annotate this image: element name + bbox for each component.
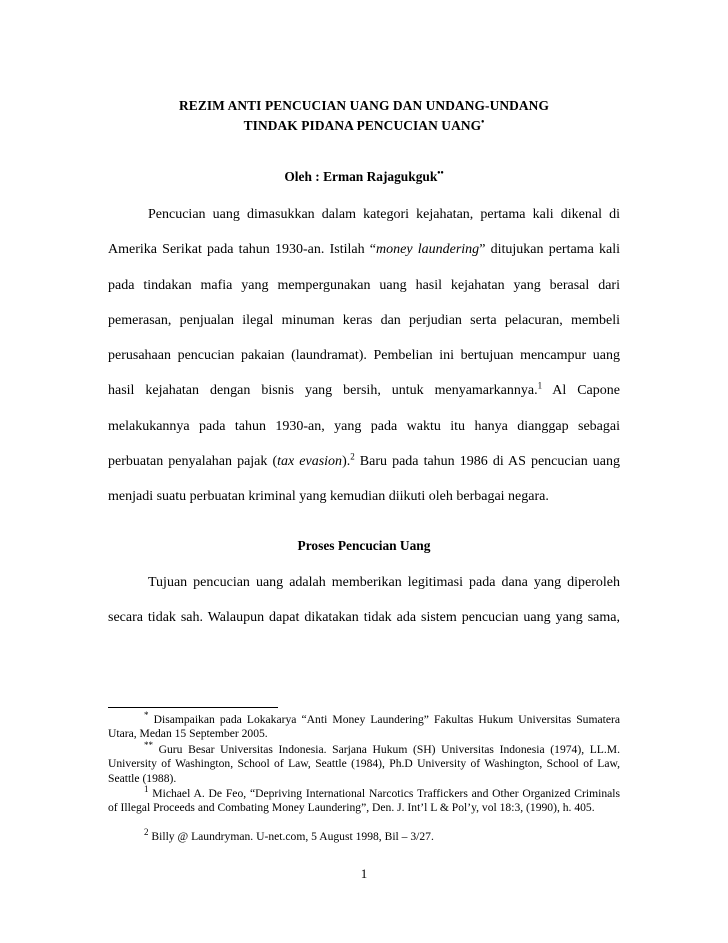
title-line-2 (0, 118, 728, 134)
footnote-item (108, 784, 620, 816)
paragraph-1-line: pada tindakan mafia yang mempergunakan uang hasil kejahatan yang berasal dari (108, 277, 620, 293)
footnote-text: Disampaikan pada Lokakarya “Anti Money Laundering” Fakultas Hukum Universitas Sumatera Utara, Medan 15 September 2005. (108, 713, 620, 741)
paragraph-1-text: hasil kejahatan dengan bisnis yang bersih, untuk menyamarkannya. (108, 383, 538, 399)
footnote-item (108, 710, 620, 742)
footnote-text: Billy @ Laundryman. U-net.com, 5 August 1998, Bil – 3/27. (148, 830, 434, 843)
paragraph-2-line (108, 565, 620, 600)
footnote-item (108, 740, 620, 786)
paragraph-2-line: secara tidak sah. Walaupun dapat dikatakan tidak ada sistem pencucian uang yang sama, (108, 610, 620, 626)
paragraph-1-text: perbuatan penyalahan pajak ( (108, 454, 278, 470)
paragraph-1 (108, 197, 620, 515)
paragraph-1-text: ” ditujukan pertama kali (479, 242, 620, 258)
footnote-mark: ** (144, 740, 153, 751)
author-footnote-mark: •• (437, 167, 444, 178)
paragraph-1-line: menjadi suatu perbuatan kriminal yang kemudian diikuti oleh berbagai negara. (108, 489, 549, 505)
paragraph-1-line: perusahaan pencucian pakaian (laundramat). Pembelian ini bertujuan mencampur uang (108, 348, 620, 364)
paragraph-1-text: Pencucian uang dimasukkan dalam kategori kejahatan, pertama kali dikenal di (148, 207, 620, 222)
italic-term: tax evasion (277, 454, 343, 470)
footnote-text: Guru Besar Universitas Indonesia. Sarjana Hukum (SH) Universitas Indonesia (1974), LL.M. University of Washington, School of Law, Seattle (1984), Ph.D University of Washington, School of Law, Seattle (1988). (108, 743, 620, 785)
footnote-item (108, 827, 620, 844)
paragraph-1-line (108, 444, 620, 479)
footnote-mark: * (144, 710, 149, 721)
paragraph-1-line (108, 197, 620, 232)
title-line-2-text: TINDAK PIDANA PENCUCIAN UANG (243, 118, 482, 133)
title-line-1: REZIM ANTI PENCUCIAN UANG DAN UNDANG-UNDANG (179, 98, 549, 113)
page-number: 1 (360, 866, 368, 881)
italic-term: money laundering (376, 242, 480, 258)
paragraph-1-line: pemerasan, penjualan ilegal minuman keras dan perjudian serta pelacuran, membeli (108, 312, 620, 328)
footnote-mark: 1 (144, 784, 149, 795)
footnote-separator (108, 707, 278, 708)
paragraph-1-text: ). (342, 454, 351, 470)
paragraph-1-text: Amerika Serikat pada tahun 1930-an. Istilah “ (108, 242, 376, 258)
paragraph-2 (108, 565, 620, 636)
paragraph-2-text: Tujuan pencucian uang adalah memberikan legitimasi pada dana yang diperoleh (148, 575, 620, 590)
title-footnote-mark: • (481, 116, 485, 127)
footnote-ref-2[interactable]: 2 (350, 451, 355, 462)
footnote-mark: 2 (144, 827, 149, 838)
paragraph-1-line: melakukannya pada tahun 1930-an, yang pada waktu itu hanya dianggap sebagai (108, 418, 620, 434)
footnote-ref-1[interactable]: 1 (537, 380, 543, 391)
paragraph-1-line (108, 232, 620, 267)
paragraph-1-text: Al Capone (542, 383, 620, 399)
author-name: Oleh : Erman Rajagukguk (284, 169, 438, 184)
section-heading: Proses Pencucian Uang (297, 538, 431, 553)
author-byline (0, 169, 728, 185)
paragraph-1-text: Baru pada tahun 1986 di AS pencucian uang (354, 454, 620, 470)
footnote-text: Michael A. De Feo, “Depriving International Narcotics Traffickers and Other Organized Criminals of Illegal Proceeds and Combating Money Laundering”, Den. J. Int’l L & Pol’y, vol 18:3, (1990), h. 405. (108, 787, 620, 815)
paragraph-1-line (108, 373, 620, 408)
